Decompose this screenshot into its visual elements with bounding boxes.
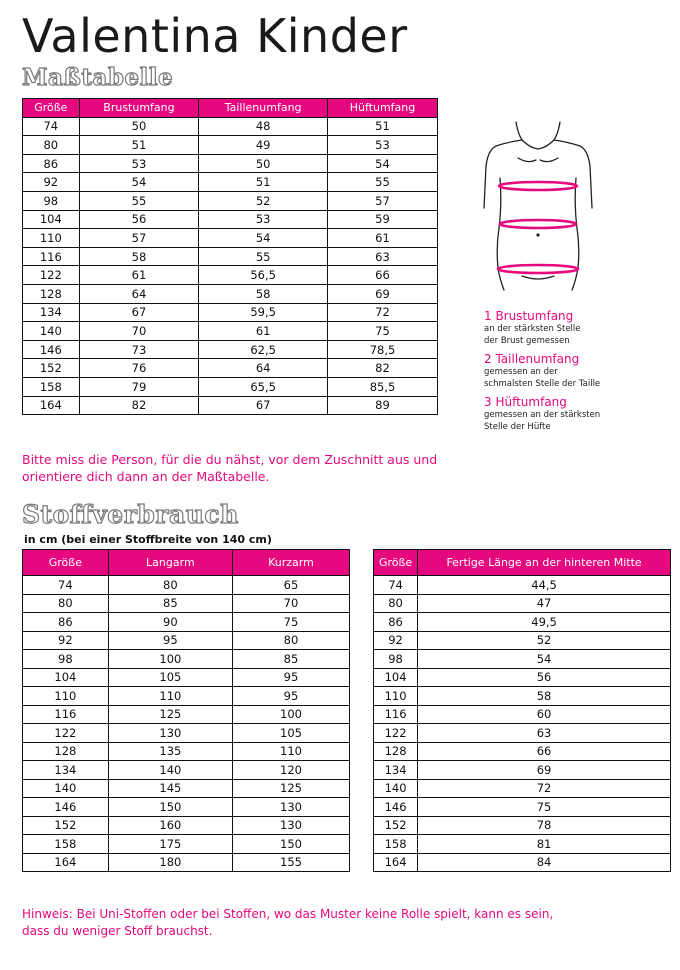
mass-table-row	[23, 396, 438, 415]
mass-table-cell: 58	[199, 284, 328, 303]
fabric-usage-subtitle: in cm (bei einer Stoffbreite von 140 cm)	[24, 533, 272, 546]
fabric-usage-row	[23, 742, 350, 761]
mass-table-cell: 128	[23, 284, 80, 303]
legend-chest-line-1: an der stärksten Stelle	[484, 324, 581, 334]
fabric-usage-cell: 92	[23, 631, 109, 650]
finished-length-row	[374, 835, 671, 854]
waist-measure-line	[500, 220, 576, 228]
mass-table-header-cell: Taillenumfang	[199, 99, 328, 118]
fabric-usage-cell: 150	[108, 798, 232, 817]
mass-table-header-cell: Hüftumfang	[327, 99, 437, 118]
mass-table-cell: 69	[327, 284, 437, 303]
fabric-usage-cell: 116	[23, 705, 109, 724]
mass-table-row	[23, 191, 438, 210]
neck-outline	[516, 122, 560, 149]
mass-table-header-row	[23, 99, 438, 118]
mass-table-cell: 59,5	[199, 303, 328, 322]
fabric-usage-row	[23, 650, 350, 669]
legend-hip	[484, 395, 674, 433]
finished-length-cell: 49,5	[418, 613, 671, 632]
fabric-usage-cell: 98	[23, 650, 109, 669]
mass-table-cell: 82	[327, 359, 437, 378]
fabric-usage-header-cell: Größe	[23, 550, 109, 576]
finished-length-cell: 72	[418, 779, 671, 798]
finished-length-cell: 86	[374, 613, 418, 632]
finished-length-header-cell: Fertige Länge an der hinteren Mitte	[418, 550, 671, 576]
mass-table-cell: 55	[199, 247, 328, 266]
mass-table-cell: 86	[23, 154, 80, 173]
mass-table-row	[23, 136, 438, 155]
finished-length-cell: 84	[418, 853, 671, 872]
fabric-usage-cell: 145	[108, 779, 232, 798]
fabric-usage-cell: 130	[232, 816, 349, 835]
fabric-usage-row	[23, 853, 350, 872]
finished-length-row	[374, 613, 671, 632]
mass-table-cell: 76	[79, 359, 199, 378]
mass-table-cell: 61	[327, 229, 437, 248]
mass-table-cell: 54	[79, 173, 199, 192]
mass-table-cell: 78,5	[327, 340, 437, 359]
legend-hip-line-2: Stelle der Hüfte	[484, 422, 551, 432]
fabric-usage-header-cell: Langarm	[108, 550, 232, 576]
finished-length-cell: 60	[418, 705, 671, 724]
fabric-usage-cell: 155	[232, 853, 349, 872]
mass-table-cell: 59	[327, 210, 437, 229]
mass-table-row	[23, 284, 438, 303]
finished-length-cell: 44,5	[418, 576, 671, 595]
fabric-usage-row	[23, 816, 350, 835]
mass-table-cell: 62,5	[199, 340, 328, 359]
finished-length-cell: 52	[418, 631, 671, 650]
mass-table-cell: 50	[199, 154, 328, 173]
finished-length-cell: 128	[374, 742, 418, 761]
right-shoulder-outline	[554, 140, 592, 208]
mass-note: Bitte miss die Person, für die du nähst, vor dem Zuschnitt aus und orientiere dich dann an der Maßtabelle.	[22, 452, 438, 484]
fabric-usage-cell: 75	[232, 613, 349, 632]
finished-length-row	[374, 650, 671, 669]
fabric-usage-row	[23, 576, 350, 595]
finished-length-cell: 80	[374, 594, 418, 613]
mass-table-cell: 74	[23, 117, 80, 136]
mass-table-row	[23, 173, 438, 192]
finished-length-cell: 158	[374, 835, 418, 854]
fabric-usage-cell: 104	[23, 668, 109, 687]
fabric-usage-cell: 110	[232, 742, 349, 761]
fabric-usage-cell: 100	[232, 705, 349, 724]
fabric-usage-cell: 146	[23, 798, 109, 817]
finished-length-row	[374, 761, 671, 780]
navel-mark	[536, 233, 539, 236]
fabric-usage-cell: 152	[23, 816, 109, 835]
legend-chest-title: 1 Brustumfang	[484, 309, 574, 323]
finished-length-row	[374, 594, 671, 613]
mass-table-cell: 89	[327, 396, 437, 415]
finished-length-header-row	[374, 550, 671, 576]
mass-table-cell: 146	[23, 340, 80, 359]
mass-table-cell: 70	[79, 322, 199, 341]
fabric-usage-cell: 150	[232, 835, 349, 854]
mass-table-cell: 75	[327, 322, 437, 341]
fabric-usage-header-row	[23, 550, 350, 576]
fabric-usage-heading: Stoffverbrauch	[22, 500, 239, 529]
legend-waist-title: 2 Taillenumfang	[484, 352, 580, 366]
mass-table-cell: 56	[79, 210, 199, 229]
mass-table-row	[23, 229, 438, 248]
finished-length-table	[373, 549, 671, 872]
fabric-usage-cell: 90	[108, 613, 232, 632]
finished-length-row	[374, 779, 671, 798]
mass-table-cell: 51	[327, 117, 437, 136]
mass-table-cell: 64	[79, 284, 199, 303]
mass-table-row	[23, 210, 438, 229]
fabric-usage-body	[23, 576, 350, 872]
legend-hip-title: 3 Hüftumfang	[484, 395, 567, 409]
finished-length-cell: 56	[418, 668, 671, 687]
finished-length-cell: 66	[418, 742, 671, 761]
mass-table-cell: 67	[199, 396, 328, 415]
finished-length-cell: 140	[374, 779, 418, 798]
mass-table-cell: 140	[23, 322, 80, 341]
fabric-usage-cell: 95	[232, 687, 349, 706]
fabric-usage-row	[23, 724, 350, 743]
mass-table-cell: 57	[79, 229, 199, 248]
fabric-usage-row	[23, 631, 350, 650]
mass-table-cell: 80	[23, 136, 80, 155]
fabric-usage-cell: 85	[232, 650, 349, 669]
mass-table-row	[23, 117, 438, 136]
fabric-usage-cell: 130	[232, 798, 349, 817]
fabric-usage-header-cell: Kurzarm	[232, 550, 349, 576]
mass-table-cell: 54	[327, 154, 437, 173]
mass-table-row	[23, 303, 438, 322]
mass-table-cell: 58	[79, 247, 199, 266]
mass-table-cell: 85,5	[327, 377, 437, 396]
mass-table-cell: 98	[23, 191, 80, 210]
mass-table-cell: 61	[199, 322, 328, 341]
fabric-usage-cell: 130	[108, 724, 232, 743]
mass-table-cell: 51	[199, 173, 328, 192]
mass-table-row	[23, 322, 438, 341]
fabric-usage-cell: 110	[23, 687, 109, 706]
finished-length-cell: 116	[374, 705, 418, 724]
fabric-usage-cell: 164	[23, 853, 109, 872]
fabric-usage-cell: 95	[232, 668, 349, 687]
fabric-usage-cell: 95	[108, 631, 232, 650]
finished-length-cell: 134	[374, 761, 418, 780]
fabric-usage-row	[23, 798, 350, 817]
fabric-usage-cell: 74	[23, 576, 109, 595]
hint-note: Hinweis: Bei Uni-Stoffen oder bei Stoffen, wo das Muster keine Rolle spielt, kann es sein, dass du weniger Stoff brauchst.	[22, 907, 554, 938]
finished-length-cell: 81	[418, 835, 671, 854]
finished-length-cell: 47	[418, 594, 671, 613]
fabric-usage-row	[23, 705, 350, 724]
fabric-usage-cell: 80	[108, 576, 232, 595]
fabric-usage-cell: 160	[108, 816, 232, 835]
fabric-usage-row	[23, 594, 350, 613]
fabric-usage-cell: 180	[108, 853, 232, 872]
fabric-usage-cell: 120	[232, 761, 349, 780]
finished-length-row	[374, 576, 671, 595]
mass-table-row	[23, 359, 438, 378]
fabric-usage-cell: 125	[108, 705, 232, 724]
finished-length-cell: 104	[374, 668, 418, 687]
finished-length-cell: 54	[418, 650, 671, 669]
mass-table-header-cell: Brustumfang	[79, 99, 199, 118]
finished-length-cell: 92	[374, 631, 418, 650]
finished-length-row	[374, 668, 671, 687]
mass-table-cell: 164	[23, 396, 80, 415]
fabric-usage-row	[23, 779, 350, 798]
fabric-usage-table	[22, 549, 350, 872]
finished-length-row	[374, 853, 671, 872]
body-measurement-figure	[478, 118, 598, 298]
finished-length-row	[374, 687, 671, 706]
finished-length-cell: 58	[418, 687, 671, 706]
finished-length-cell: 69	[418, 761, 671, 780]
fabric-usage-cell: 80	[232, 631, 349, 650]
fabric-usage-row	[23, 668, 350, 687]
mass-table-cell: 56,5	[199, 266, 328, 285]
mass-table-cell: 54	[199, 229, 328, 248]
mass-table-cell: 50	[79, 117, 199, 136]
mass-table	[22, 98, 438, 415]
legend-chest	[484, 309, 674, 347]
mass-table-cell: 158	[23, 377, 80, 396]
mass-table-cell: 65,5	[199, 377, 328, 396]
mass-table-cell: 64	[199, 359, 328, 378]
fabric-usage-cell: 85	[108, 594, 232, 613]
finished-length-cell: 164	[374, 853, 418, 872]
mass-table-row	[23, 154, 438, 173]
fabric-usage-cell: 70	[232, 594, 349, 613]
finished-length-cell: 146	[374, 798, 418, 817]
fabric-usage-cell: 110	[108, 687, 232, 706]
fabric-usage-cell: 158	[23, 835, 109, 854]
mass-table-cell: 72	[327, 303, 437, 322]
mass-table-cell: 53	[199, 210, 328, 229]
mass-table-cell: 116	[23, 247, 80, 266]
mass-table-cell: 63	[327, 247, 437, 266]
finished-length-cell: 78	[418, 816, 671, 835]
mass-table-cell: 79	[79, 377, 199, 396]
mass-table-cell: 52	[199, 191, 328, 210]
fabric-usage-cell: 125	[232, 779, 349, 798]
mass-table-row	[23, 266, 438, 285]
fabric-usage-cell: 134	[23, 761, 109, 780]
crotch-outline	[522, 276, 554, 279]
mass-table-cell: 55	[79, 191, 199, 210]
fabric-usage-cell: 140	[23, 779, 109, 798]
fabric-usage-cell: 100	[108, 650, 232, 669]
legend-waist-line-2: schmalsten Stelle der Taille	[484, 379, 601, 389]
finished-length-cell: 152	[374, 816, 418, 835]
right-chest-line	[540, 158, 558, 162]
mass-table-row	[23, 247, 438, 266]
measurement-legend	[484, 309, 674, 438]
mass-table-cell: 134	[23, 303, 80, 322]
mass-table-body	[23, 117, 438, 415]
fabric-usage-cell: 80	[23, 594, 109, 613]
mass-table-cell: 66	[327, 266, 437, 285]
finished-length-row	[374, 798, 671, 817]
fabric-usage-row	[23, 835, 350, 854]
mass-table-cell: 104	[23, 210, 80, 229]
mass-table-cell: 152	[23, 359, 80, 378]
legend-waist	[484, 352, 674, 390]
legend-hip-line-1: gemessen an der stärksten	[484, 410, 601, 420]
mass-table-cell: 61	[79, 266, 199, 285]
mass-table-cell: 82	[79, 396, 199, 415]
finished-length-row	[374, 742, 671, 761]
mass-table-cell: 55	[327, 173, 437, 192]
mass-table-heading: Maßtabelle	[22, 64, 174, 91]
mass-table-cell: 48	[199, 117, 328, 136]
mass-table-row	[23, 377, 438, 396]
mass-table-cell: 51	[79, 136, 199, 155]
legend-chest-line-2: der Brust gemessen	[484, 336, 570, 346]
finished-length-row	[374, 724, 671, 743]
chest-measure-line	[499, 182, 577, 190]
fabric-usage-cell: 175	[108, 835, 232, 854]
mass-table-cell: 110	[23, 229, 80, 248]
left-shoulder-outline	[484, 140, 522, 208]
finished-length-cell: 74	[374, 576, 418, 595]
mass-table-cell: 67	[79, 303, 199, 322]
finished-length-cell: 122	[374, 724, 418, 743]
fabric-usage-cell: 135	[108, 742, 232, 761]
finished-length-header-cell: Größe	[374, 550, 418, 576]
mass-table-cell: 49	[199, 136, 328, 155]
mass-table-header-cell: Größe	[23, 99, 80, 118]
mass-table-cell: 53	[327, 136, 437, 155]
finished-length-row	[374, 705, 671, 724]
fabric-usage-cell: 128	[23, 742, 109, 761]
finished-length-body	[374, 576, 671, 872]
left-chest-line	[518, 158, 536, 162]
finished-length-row	[374, 631, 671, 650]
finished-length-cell: 110	[374, 687, 418, 706]
fabric-usage-cell: 105	[108, 668, 232, 687]
mass-table-row	[23, 340, 438, 359]
finished-length-cell: 63	[418, 724, 671, 743]
fabric-usage-cell: 86	[23, 613, 109, 632]
mass-table-cell: 73	[79, 340, 199, 359]
fabric-usage-cell: 65	[232, 576, 349, 595]
mass-table-cell: 53	[79, 154, 199, 173]
finished-length-row	[374, 816, 671, 835]
finished-length-cell: 98	[374, 650, 418, 669]
fabric-usage-cell: 140	[108, 761, 232, 780]
fabric-usage-cell: 105	[232, 724, 349, 743]
finished-length-cell: 75	[418, 798, 671, 817]
fabric-usage-cell: 122	[23, 724, 109, 743]
mass-table-cell: 92	[23, 173, 80, 192]
mass-table-cell: 122	[23, 266, 80, 285]
hip-measure-line	[498, 265, 578, 273]
fabric-usage-row	[23, 613, 350, 632]
page-title: Valentina Kinder	[22, 9, 408, 63]
fabric-usage-row	[23, 687, 350, 706]
legend-waist-line-1: gemessen an der	[484, 367, 558, 377]
mass-table-cell: 57	[327, 191, 437, 210]
fabric-usage-row	[23, 761, 350, 780]
